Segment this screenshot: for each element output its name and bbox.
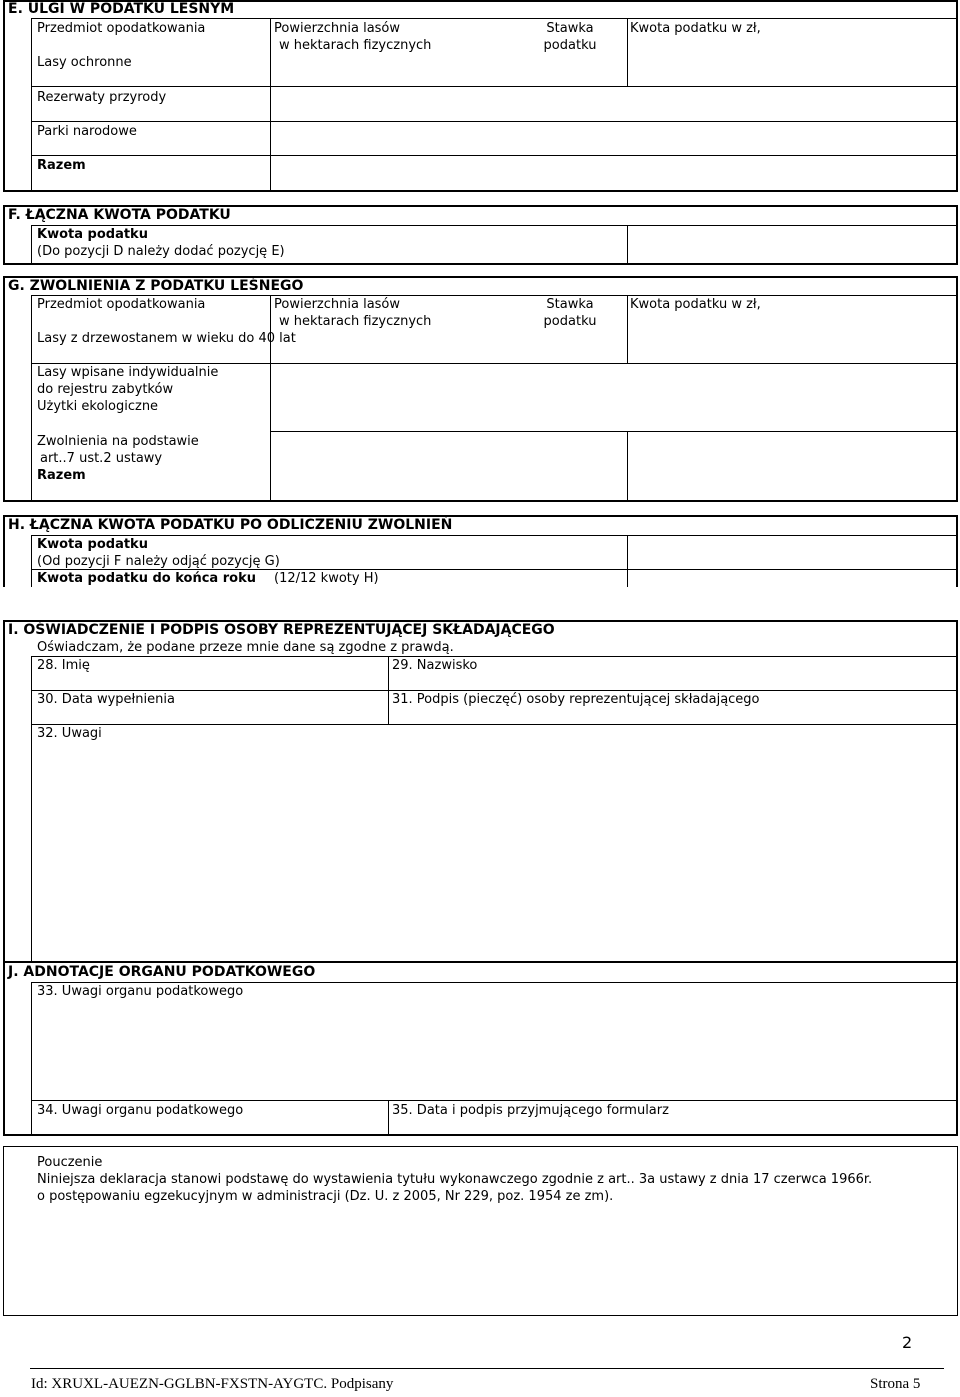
section-f-note: (Do pozycji D należy dodać pozycję E) (37, 244, 285, 259)
section-e-row-rezerwaty: Rezerwaty przyrody (37, 90, 167, 105)
section-i-statement: Oświadczam, że podane przeze mnie dane są zgodne z prawdą. (37, 640, 454, 655)
section-f-hline (31, 225, 956, 226)
section-j-vline-left (31, 982, 32, 1134)
section-g-hline-2 (270, 431, 956, 432)
pouczenie-title: Pouczenie (37, 1155, 103, 1170)
section-g-row1: Lasy z drzewostanem w wieku do 40 lat (37, 331, 296, 346)
section-e-hline-1 (31, 86, 956, 87)
pouczenie-line-1: Niniejsza deklaracja stanowi podstawę do wystawienia tytułu wykonawczego zgodnie z art.. 3a ustawy z dnia 17 czerwca 1966r. (37, 1172, 873, 1187)
section-g-title: G. ZWOLNIENIA Z PODATKU LEŚNEGO (8, 278, 304, 294)
section-j-top-line (5, 961, 956, 963)
section-e-row-lasy-ochronne: Lasy ochronne (37, 55, 132, 70)
section-h-year-label: Kwota podatku do końca roku (37, 571, 256, 586)
section-e-col-area-1: Powierzchnia lasów (274, 21, 401, 36)
section-g-hline-top (31, 295, 956, 296)
pouczenie-line-2: o postępowaniu egzekucyjnym w administracji (Dz. U. z 2005, Nr 229, poz. 1954 ze zm). (37, 1189, 614, 1204)
field-30-data-wypelnienia[interactable]: 30. Data wypełnienia (37, 692, 175, 707)
section-i-hline-2 (31, 690, 956, 691)
section-g-vline-3 (627, 295, 628, 363)
field-35-data-podpis[interactable]: 35. Data i podpis przyjmującego formularz (392, 1103, 669, 1118)
section-h-left-border (3, 515, 5, 587)
field-33-uwagi-organu[interactable]: 33. Uwagi organu podatkowego (37, 984, 244, 999)
section-h-label: Kwota podatku (37, 537, 148, 552)
page-number: 2 (902, 1333, 913, 1352)
section-h-vline-1 (31, 535, 32, 587)
section-g-col-amount: Kwota podatku w zł, (630, 297, 761, 312)
section-e-col-amount: Kwota podatku w zł, (630, 21, 761, 36)
section-e-hline-top (31, 18, 956, 19)
section-g-row-total: Razem (37, 468, 86, 483)
footer-page-label: Strona 5 (870, 1376, 921, 1392)
section-g-col-subject: Przedmiot opodatkowania (37, 297, 206, 312)
section-e-row-parki: Parki narodowe (37, 124, 137, 139)
section-f-title: F. ŁĄCZNA KWOTA PODATKU (8, 207, 231, 223)
section-e-row-total: Razem (37, 158, 86, 173)
section-g-vline-2 (270, 295, 271, 500)
section-e-hline-3 (31, 155, 956, 156)
section-e-col-subject: Przedmiot opodatkowania (37, 21, 206, 36)
section-g-row4-line1: Zwolnienia na podstawie (37, 434, 199, 449)
section-h-vline-2 (627, 535, 628, 587)
section-e-title: E. ULGI W PODATKU LEŚNYM (8, 1, 235, 17)
field-32-uwagi[interactable]: 32. Uwagi (37, 726, 102, 741)
footer-rule (30, 1368, 944, 1369)
section-i-vline-mid (388, 656, 389, 724)
section-g-col-area-1: Powierzchnia lasów (274, 297, 401, 312)
section-e-col-rate-2: podatku (543, 38, 597, 53)
section-g-row4-line2: art..7 ust.2 ustawy (40, 451, 163, 466)
section-g-col-rate-2: podatku (543, 314, 597, 329)
section-i-vline-left (31, 656, 32, 961)
section-e-vline-1 (31, 18, 32, 190)
section-i-title: I. OŚWIADCZENIE I PODPIS OSOBY REPREZENTUJĄCEJ SKŁADAJĄCEGO (8, 622, 555, 638)
section-e-col-rate-1: Stawka (546, 21, 594, 36)
section-h-title: H. ŁĄCZNA KWOTA PODATKU PO ODLICZENIU ZWOLNIEŃ (8, 517, 453, 533)
section-i-hline-3 (31, 724, 956, 725)
section-j-vline-mid (388, 1100, 389, 1134)
field-28-imie[interactable]: 28. Imię (37, 658, 90, 673)
section-g-vline-4 (627, 431, 628, 500)
section-f-vline-1 (31, 225, 32, 263)
section-h-hline-2 (31, 569, 956, 570)
section-g-col-rate-1: Stawka (546, 297, 594, 312)
section-e-vline-2 (270, 18, 271, 190)
section-g-vline-1 (31, 295, 32, 500)
section-g-hline-1 (31, 363, 956, 364)
section-e-col-area-2: w hektarach fizycznych (279, 38, 432, 53)
section-h-year-note: (12/12 kwoty H) (274, 571, 379, 586)
section-i-hline-1 (31, 656, 956, 657)
section-j-title: J. ADNOTACJE ORGANU PODATKOWEGO (8, 964, 316, 980)
section-h-right-border (956, 515, 958, 587)
section-f-vline-2 (627, 225, 628, 263)
section-j-hline-2 (31, 1100, 956, 1101)
section-e-vline-3 (627, 18, 628, 86)
field-34-uwagi-organu[interactable]: 34. Uwagi organu podatkowego (37, 1103, 244, 1118)
section-j-hline-1 (31, 982, 956, 983)
section-g-row2-line2: do rejestru zabytków (37, 382, 174, 397)
section-f-label: Kwota podatku (37, 227, 148, 242)
section-g-col-area-2: w hektarach fizycznych (279, 314, 432, 329)
section-h-note: (Od pozycji F należy odjąć pozycję G) (37, 554, 280, 569)
field-29-nazwisko[interactable]: 29. Nazwisko (392, 658, 478, 673)
section-g-row3: Użytki ekologiczne (37, 399, 159, 414)
section-e-hline-2 (31, 121, 956, 122)
footer-id-text: Id: XRUXL-AUEZN-GGLBN-FXSTN-AYGTC. Podpisany (31, 1376, 394, 1392)
section-h-hline (31, 535, 956, 536)
field-31-podpis[interactable]: 31. Podpis (pieczęć) osoby reprezentującej składającego (392, 692, 760, 707)
section-g-row2-line1: Lasy wpisane indywidualnie (37, 365, 219, 380)
